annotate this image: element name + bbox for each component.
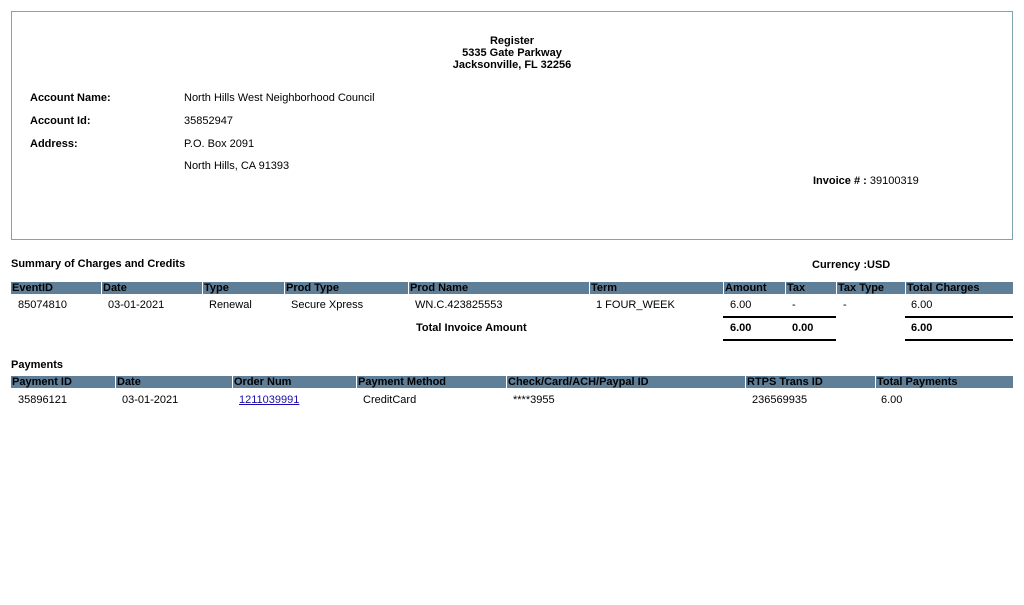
account-id-label: Account Id: [30, 115, 91, 127]
payments-header-payment-id: Payment ID [11, 376, 115, 388]
payments-header-rtps-trans-id: RTPS Trans ID [746, 376, 875, 388]
address-line2: North Hills, CA 91393 [184, 160, 290, 172]
total-invoice-amount: 6.00 [730, 322, 752, 334]
total-invoice-charges: 6.00 [911, 322, 933, 334]
payments-header-total-payments: Total Payments [876, 376, 1013, 388]
charge-amount: 6.00 [730, 299, 752, 311]
total-charges-top-rule [905, 316, 1013, 318]
payments-header-order-num: Order Num [233, 376, 356, 388]
invoice-header-box [11, 11, 1013, 240]
address-label: Address: [30, 138, 78, 150]
charges-table-header [11, 282, 1013, 294]
payment-date: 03-01-2021 [122, 394, 179, 406]
charge-prod-type: Secure Xpress [291, 299, 364, 311]
order-num-link[interactable]: 1211039991 [239, 394, 300, 406]
charges-header-amount: Amount [724, 282, 785, 294]
charges-header-total-charges: Total Charges [906, 282, 1013, 294]
company-city: Jacksonville, FL 32256 [452, 59, 572, 71]
charges-header-term: Term [590, 282, 723, 294]
charges-header-eventid: EventID [11, 282, 101, 294]
total-amount-bottom-rule [723, 339, 836, 341]
charges-header-prod-type: Prod Type [285, 282, 408, 294]
charge-term: 1 FOUR_WEEK [596, 299, 675, 311]
company-name: Register [489, 35, 535, 47]
total-invoice-tax: 0.00 [792, 322, 814, 334]
rtps-trans-id: 236569935 [752, 394, 808, 406]
charge-tax: - [792, 299, 796, 311]
charge-type: Renewal [209, 299, 252, 311]
charges-section-title: Summary of Charges and Credits [11, 258, 186, 270]
charges-header-date: Date [102, 282, 202, 294]
total-amount-top-rule [723, 316, 836, 318]
account-name-value: North Hills West Neighborhood Council [184, 92, 375, 104]
invoice-number-label: Invoice # : [813, 175, 867, 187]
charges-header-prod-name: Prod Name [409, 282, 589, 294]
account-name-label: Account Name: [30, 92, 111, 104]
address-line1: P.O. Box 2091 [184, 138, 255, 150]
charge-prod-name: WN.C.423825553 [415, 299, 503, 311]
payments-header-check-card-id: Check/Card/ACH/Paypal ID [507, 376, 745, 388]
payment-total: 6.00 [881, 394, 903, 406]
payments-section-title: Payments [11, 359, 63, 371]
payments-header-payment-method: Payment Method [357, 376, 506, 388]
charges-header-tax-type: Tax Type [837, 282, 905, 294]
payment-card-id: ****3955 [513, 394, 555, 406]
currency-label: Currency :USD [812, 259, 891, 271]
invoice-number-value: 39100319 [869, 175, 919, 187]
invoice-number-block [813, 175, 919, 187]
company-street: 5335 Gate Parkway [462, 47, 562, 59]
payment-method: CreditCard [363, 394, 417, 406]
charge-date: 03-01-2021 [108, 299, 165, 311]
charges-header-type: Type [203, 282, 284, 294]
charge-total: 6.00 [911, 299, 933, 311]
payments-header-date: Date [116, 376, 232, 388]
company-block [12, 35, 1012, 71]
payments-table-header [11, 376, 1013, 388]
charge-event-id: 85074810 [18, 299, 67, 311]
total-charges-bottom-rule [905, 339, 1013, 341]
charge-tax-type: - [843, 299, 847, 311]
account-id-value: 35852947 [184, 115, 233, 127]
charges-header-tax: Tax [786, 282, 836, 294]
payment-id: 35896121 [18, 394, 67, 406]
total-invoice-label: Total Invoice Amount [416, 322, 527, 334]
